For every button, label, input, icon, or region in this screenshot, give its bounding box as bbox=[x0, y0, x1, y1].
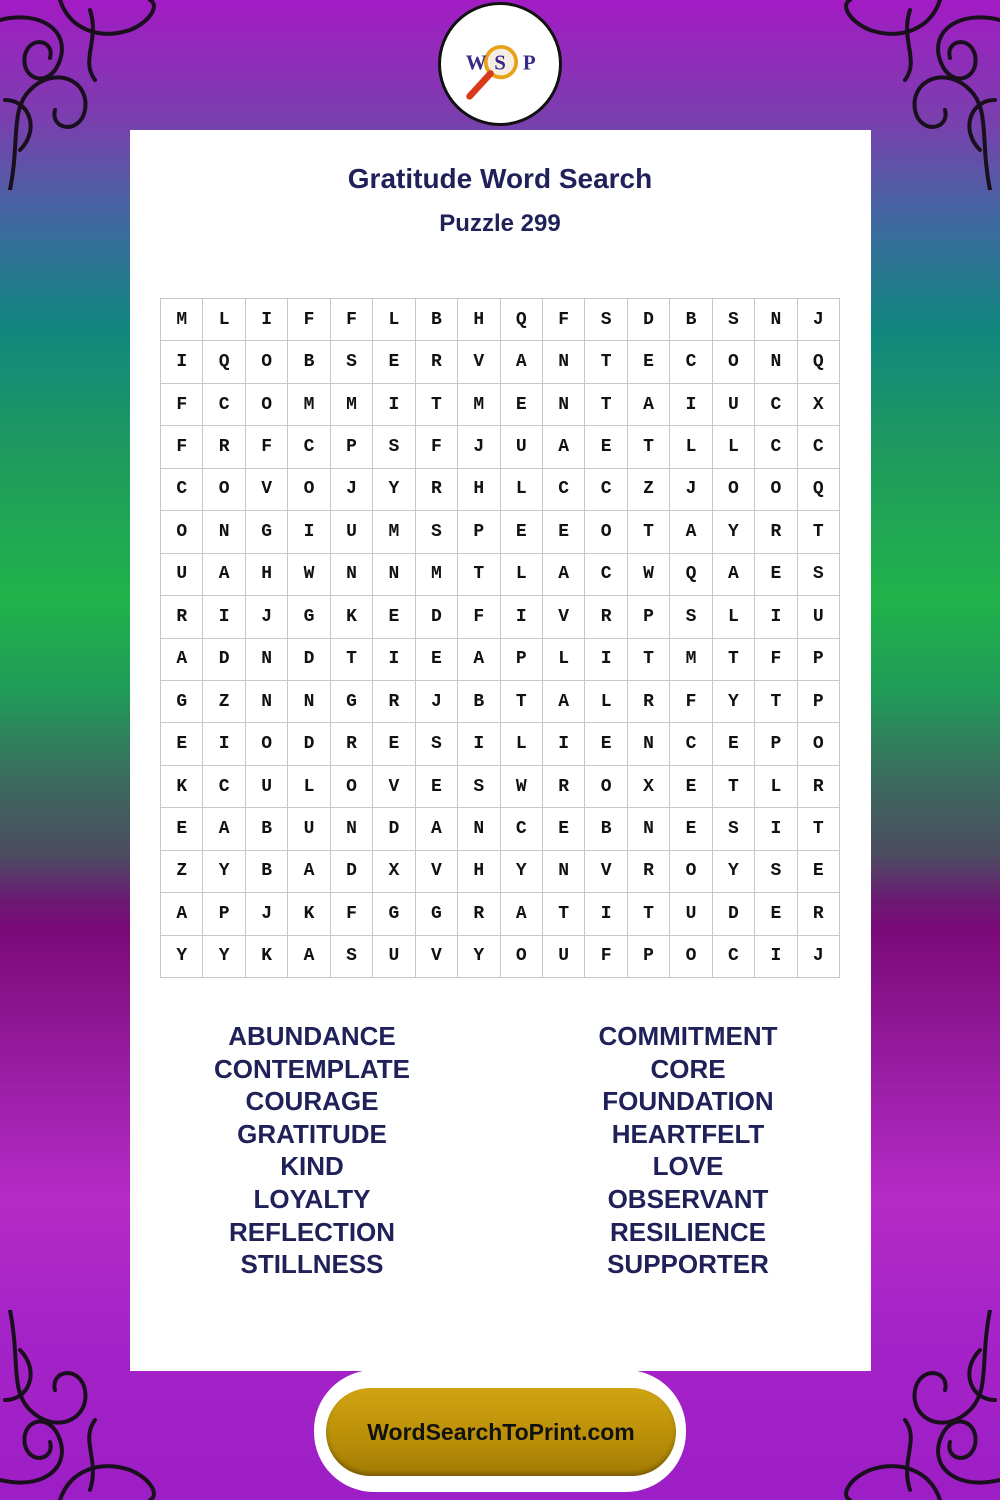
logo-letter-w: W bbox=[465, 50, 487, 75]
grid-cell[interactable]: J bbox=[246, 596, 288, 638]
grid-cell[interactable]: R bbox=[585, 596, 627, 638]
wsp-logo bbox=[438, 2, 562, 126]
grid-cell[interactable]: U bbox=[670, 893, 712, 935]
grid-cell[interactable]: F bbox=[755, 639, 797, 681]
grid-cell[interactable]: Q bbox=[798, 341, 840, 383]
grid-cell[interactable]: P bbox=[628, 596, 670, 638]
grid-cell[interactable]: G bbox=[246, 511, 288, 553]
grid-cell[interactable]: Z bbox=[203, 681, 245, 723]
grid-cell[interactable]: E bbox=[585, 426, 627, 468]
grid-cell[interactable]: L bbox=[288, 766, 330, 808]
grid-cell[interactable]: I bbox=[246, 299, 288, 341]
grid-cell[interactable]: Y bbox=[161, 936, 203, 978]
grid-cell[interactable]: C bbox=[755, 384, 797, 426]
grid-cell[interactable]: U bbox=[543, 936, 585, 978]
grid-cell[interactable]: Y bbox=[458, 936, 500, 978]
word-list-item: GRATITUDE bbox=[237, 1118, 387, 1149]
grid-cell[interactable]: N bbox=[543, 384, 585, 426]
grid-cell[interactable]: O bbox=[331, 766, 373, 808]
grid-cell[interactable]: N bbox=[755, 341, 797, 383]
grid-cell[interactable]: T bbox=[628, 893, 670, 935]
grid-cell[interactable]: M bbox=[161, 299, 203, 341]
grid-cell[interactable]: K bbox=[288, 893, 330, 935]
grid-cell[interactable]: V bbox=[416, 936, 458, 978]
grid-cell[interactable]: R bbox=[416, 469, 458, 511]
grid-cell[interactable]: C bbox=[161, 469, 203, 511]
grid-cell[interactable]: F bbox=[331, 893, 373, 935]
grid-cell[interactable]: T bbox=[543, 893, 585, 935]
grid-cell[interactable]: T bbox=[331, 639, 373, 681]
grid-cell[interactable]: V bbox=[543, 596, 585, 638]
grid-cell[interactable]: T bbox=[713, 639, 755, 681]
grid-cell[interactable]: C bbox=[203, 766, 245, 808]
grid-cell[interactable]: E bbox=[416, 766, 458, 808]
grid-cell[interactable]: I bbox=[458, 723, 500, 765]
grid-cell[interactable]: S bbox=[331, 936, 373, 978]
grid-cell[interactable]: R bbox=[416, 341, 458, 383]
grid-cell[interactable]: W bbox=[628, 554, 670, 596]
grid-cell[interactable]: J bbox=[670, 469, 712, 511]
grid-cell[interactable]: G bbox=[331, 681, 373, 723]
grid-cell[interactable]: L bbox=[501, 723, 543, 765]
grid-cell[interactable]: L bbox=[713, 426, 755, 468]
grid-cell[interactable]: L bbox=[543, 639, 585, 681]
grid-cell[interactable]: O bbox=[585, 766, 627, 808]
grid-cell[interactable]: H bbox=[458, 299, 500, 341]
grid-cell[interactable]: I bbox=[585, 639, 627, 681]
grid-cell[interactable]: E bbox=[670, 808, 712, 850]
grid-cell[interactable]: F bbox=[458, 596, 500, 638]
word-list-item: SUPPORTER bbox=[607, 1249, 769, 1280]
grid-cell[interactable]: R bbox=[543, 766, 585, 808]
grid-cell[interactable]: R bbox=[628, 851, 670, 893]
grid-cell[interactable]: E bbox=[798, 851, 840, 893]
grid-cell[interactable]: C bbox=[585, 554, 627, 596]
word-list-item: KIND bbox=[280, 1151, 344, 1182]
grid-cell[interactable]: A bbox=[203, 554, 245, 596]
grid-cell[interactable]: V bbox=[458, 341, 500, 383]
word-list-item: COMMITMENT bbox=[598, 1021, 778, 1051]
grid-cell[interactable]: T bbox=[416, 384, 458, 426]
grid-cell[interactable]: E bbox=[161, 723, 203, 765]
grid-cell[interactable]: P bbox=[755, 723, 797, 765]
grid-cell[interactable]: Y bbox=[713, 511, 755, 553]
grid-cell[interactable]: N bbox=[458, 808, 500, 850]
logo-letter-s: S bbox=[494, 50, 506, 75]
grid-cell[interactable]: P bbox=[458, 511, 500, 553]
grid-cell[interactable]: X bbox=[798, 384, 840, 426]
grid-cell[interactable]: E bbox=[628, 341, 670, 383]
grid-cell[interactable]: O bbox=[670, 851, 712, 893]
grid-cell[interactable]: S bbox=[670, 596, 712, 638]
grid-cell[interactable]: S bbox=[416, 723, 458, 765]
grid-cell[interactable]: U bbox=[246, 766, 288, 808]
grid-cell[interactable]: S bbox=[798, 554, 840, 596]
grid-cell[interactable]: D bbox=[373, 808, 415, 850]
word-list-item: FOUNDATION bbox=[602, 1086, 774, 1117]
grid-cell[interactable]: T bbox=[755, 681, 797, 723]
grid-cell[interactable]: I bbox=[288, 511, 330, 553]
grid-cell[interactable]: I bbox=[755, 808, 797, 850]
grid-cell[interactable]: T bbox=[798, 511, 840, 553]
grid-cell[interactable]: A bbox=[161, 639, 203, 681]
grid-cell[interactable]: O bbox=[670, 936, 712, 978]
grid-cell[interactable]: D bbox=[416, 596, 458, 638]
grid-cell[interactable]: L bbox=[585, 681, 627, 723]
grid-cell[interactable]: I bbox=[373, 639, 415, 681]
grid-cell[interactable]: H bbox=[246, 554, 288, 596]
grid-cell[interactable]: D bbox=[713, 893, 755, 935]
grid-cell[interactable]: P bbox=[501, 639, 543, 681]
grid-cell[interactable]: I bbox=[755, 596, 797, 638]
grid-cell[interactable]: V bbox=[373, 766, 415, 808]
word-list-item: OBSERVANT bbox=[607, 1183, 769, 1214]
grid-cell[interactable]: N bbox=[288, 681, 330, 723]
grid-cell[interactable]: L bbox=[373, 299, 415, 341]
grid-cell[interactable]: G bbox=[416, 893, 458, 935]
grid-cell[interactable]: D bbox=[628, 299, 670, 341]
grid-cell[interactable]: I bbox=[585, 893, 627, 935]
grid-cell[interactable]: D bbox=[288, 723, 330, 765]
grid-cell[interactable]: S bbox=[755, 851, 797, 893]
grid-cell[interactable]: I bbox=[161, 341, 203, 383]
grid-cell[interactable]: H bbox=[458, 851, 500, 893]
grid-cell[interactable]: E bbox=[755, 554, 797, 596]
grid-cell[interactable]: E bbox=[543, 511, 585, 553]
word-list-item: CONTEMPLATE bbox=[214, 1053, 410, 1084]
grid-cell[interactable]: O bbox=[203, 469, 245, 511]
grid-cell[interactable]: F bbox=[670, 681, 712, 723]
grid-cell[interactable]: Y bbox=[203, 936, 245, 978]
grid-cell[interactable]: D bbox=[331, 851, 373, 893]
grid-cell[interactable]: R bbox=[458, 893, 500, 935]
grid-cell[interactable]: C bbox=[798, 426, 840, 468]
grid-cell[interactable]: A bbox=[501, 341, 543, 383]
grid-cell[interactable]: J bbox=[798, 299, 840, 341]
grid-cell[interactable]: I bbox=[203, 723, 245, 765]
grid-cell[interactable]: O bbox=[755, 469, 797, 511]
grid-cell[interactable]: N bbox=[246, 681, 288, 723]
grid-cell[interactable]: N bbox=[331, 808, 373, 850]
grid-cell[interactable]: W bbox=[501, 766, 543, 808]
grid-cell[interactable]: J bbox=[331, 469, 373, 511]
grid-cell[interactable]: F bbox=[161, 384, 203, 426]
grid-cell[interactable]: Y bbox=[501, 851, 543, 893]
grid-cell[interactable]: O bbox=[501, 936, 543, 978]
grid-cell[interactable]: E bbox=[373, 596, 415, 638]
grid-cell[interactable]: O bbox=[798, 723, 840, 765]
grid-cell[interactable]: T bbox=[458, 554, 500, 596]
grid-cell[interactable]: N bbox=[543, 851, 585, 893]
grid-cell[interactable]: U bbox=[161, 554, 203, 596]
grid-cell[interactable]: A bbox=[416, 808, 458, 850]
word-list-item: CORE bbox=[650, 1053, 726, 1084]
grid-cell[interactable]: J bbox=[458, 426, 500, 468]
grid-cell[interactable]: E bbox=[585, 723, 627, 765]
website-link-button[interactable]: WordSearchToPrint.com bbox=[326, 1388, 676, 1476]
grid-cell[interactable]: L bbox=[501, 469, 543, 511]
grid-cell[interactable]: G bbox=[161, 681, 203, 723]
grid-cell[interactable]: S bbox=[416, 511, 458, 553]
grid-cell[interactable]: M bbox=[373, 511, 415, 553]
grid-cell[interactable]: Q bbox=[798, 469, 840, 511]
grid-cell[interactable]: F bbox=[246, 426, 288, 468]
grid-cell[interactable]: N bbox=[246, 639, 288, 681]
grid-cell[interactable]: A bbox=[713, 554, 755, 596]
grid-cell[interactable]: T bbox=[798, 808, 840, 850]
grid-cell[interactable]: A bbox=[501, 893, 543, 935]
grid-cell[interactable]: L bbox=[501, 554, 543, 596]
grid-cell[interactable]: J bbox=[798, 936, 840, 978]
grid-cell[interactable]: K bbox=[161, 766, 203, 808]
grid-cell[interactable]: Z bbox=[628, 469, 670, 511]
grid-cell[interactable]: P bbox=[798, 639, 840, 681]
grid-cell[interactable]: F bbox=[161, 426, 203, 468]
grid-cell[interactable]: Y bbox=[373, 469, 415, 511]
grid-cell[interactable]: P bbox=[203, 893, 245, 935]
grid-cell[interactable]: O bbox=[246, 384, 288, 426]
grid-cell[interactable]: O bbox=[713, 469, 755, 511]
grid-cell[interactable]: F bbox=[543, 299, 585, 341]
grid-cell[interactable]: M bbox=[416, 554, 458, 596]
grid-cell[interactable]: S bbox=[713, 299, 755, 341]
grid-cell[interactable]: S bbox=[373, 426, 415, 468]
grid-cell[interactable]: R bbox=[331, 723, 373, 765]
puzzle-number: Puzzle 299 bbox=[439, 210, 561, 237]
grid-cell[interactable]: U bbox=[373, 936, 415, 978]
grid-cell[interactable]: J bbox=[416, 681, 458, 723]
grid-cell[interactable]: D bbox=[203, 639, 245, 681]
grid-cell[interactable]: T bbox=[713, 766, 755, 808]
word-list-item: STILLNESS bbox=[240, 1249, 384, 1280]
grid-cell[interactable]: T bbox=[585, 341, 627, 383]
grid-cell[interactable]: S bbox=[713, 808, 755, 850]
grid-cell[interactable]: A bbox=[628, 384, 670, 426]
grid-cell[interactable]: B bbox=[670, 299, 712, 341]
grid-cell[interactable]: V bbox=[585, 851, 627, 893]
grid-cell[interactable]: R bbox=[373, 681, 415, 723]
grid-cell[interactable]: K bbox=[246, 936, 288, 978]
grid-cell[interactable]: R bbox=[798, 893, 840, 935]
page-title: Gratitude Word Search bbox=[347, 163, 653, 194]
grid-cell[interactable]: U bbox=[798, 596, 840, 638]
grid-cell[interactable]: N bbox=[203, 511, 245, 553]
word-list-item: REFLECTION bbox=[228, 1216, 396, 1247]
grid-cell[interactable]: Y bbox=[713, 851, 755, 893]
grid-cell[interactable]: B bbox=[458, 681, 500, 723]
magnifier-handle-icon bbox=[470, 74, 491, 97]
grid-cell[interactable]: D bbox=[288, 639, 330, 681]
grid-cell[interactable]: M bbox=[670, 639, 712, 681]
grid-cell[interactable]: P bbox=[628, 936, 670, 978]
grid-cell[interactable]: V bbox=[246, 469, 288, 511]
grid-cell[interactable]: S bbox=[585, 299, 627, 341]
grid-cell[interactable]: M bbox=[458, 384, 500, 426]
grid-cell[interactable]: Q bbox=[501, 299, 543, 341]
grid-cell[interactable]: A bbox=[288, 851, 330, 893]
grid-cell[interactable]: E bbox=[416, 639, 458, 681]
grid-cell[interactable]: J bbox=[246, 893, 288, 935]
grid-cell[interactable]: E bbox=[670, 766, 712, 808]
grid-cell[interactable]: E bbox=[543, 808, 585, 850]
grid-cell[interactable]: A bbox=[543, 554, 585, 596]
grid-cell[interactable]: U bbox=[501, 426, 543, 468]
grid-cell[interactable]: N bbox=[755, 299, 797, 341]
grid-cell[interactable]: O bbox=[246, 341, 288, 383]
grid-cell[interactable]: N bbox=[331, 554, 373, 596]
grid-cell[interactable]: F bbox=[288, 299, 330, 341]
grid-cell[interactable]: I bbox=[755, 936, 797, 978]
grid-cell[interactable]: B bbox=[246, 851, 288, 893]
grid-cell[interactable]: S bbox=[331, 341, 373, 383]
grid-cell[interactable]: N bbox=[373, 554, 415, 596]
grid-cell[interactable]: I bbox=[373, 384, 415, 426]
grid-cell[interactable]: W bbox=[288, 554, 330, 596]
grid-cell[interactable]: E bbox=[713, 723, 755, 765]
grid-cell[interactable]: I bbox=[203, 596, 245, 638]
grid-cell[interactable]: A bbox=[543, 426, 585, 468]
grid-cell[interactable]: E bbox=[373, 723, 415, 765]
grid-cell[interactable]: U bbox=[288, 808, 330, 850]
word-list-item: COURAGE bbox=[245, 1086, 379, 1117]
grid-cell[interactable]: C bbox=[288, 426, 330, 468]
grid-cell[interactable]: A bbox=[161, 893, 203, 935]
grid-cell[interactable]: U bbox=[713, 384, 755, 426]
grid-cell[interactable]: C bbox=[755, 426, 797, 468]
grid-cell[interactable]: T bbox=[628, 639, 670, 681]
grid-cell[interactable]: R bbox=[755, 511, 797, 553]
grid-cell[interactable]: C bbox=[670, 341, 712, 383]
word-list-right bbox=[538, 1020, 838, 1281]
grid-cell[interactable]: E bbox=[161, 808, 203, 850]
grid-cell[interactable]: M bbox=[331, 384, 373, 426]
grid-cell[interactable]: O bbox=[161, 511, 203, 553]
grid-cell[interactable]: L bbox=[670, 426, 712, 468]
grid-cell[interactable]: R bbox=[161, 596, 203, 638]
grid-cell[interactable]: E bbox=[755, 893, 797, 935]
grid-cell[interactable]: F bbox=[585, 936, 627, 978]
grid-cell[interactable]: U bbox=[331, 511, 373, 553]
grid-cell[interactable]: N bbox=[543, 341, 585, 383]
grid-cell[interactable]: R bbox=[628, 681, 670, 723]
grid-cell[interactable]: P bbox=[798, 681, 840, 723]
grid-cell[interactable]: S bbox=[458, 766, 500, 808]
grid-cell[interactable]: O bbox=[713, 341, 755, 383]
grid-cell[interactable]: A bbox=[203, 808, 245, 850]
grid-cell[interactable]: Y bbox=[203, 851, 245, 893]
letter-grid bbox=[160, 298, 840, 978]
grid-cell[interactable]: L bbox=[755, 766, 797, 808]
grid-cell[interactable]: T bbox=[501, 681, 543, 723]
grid-cell[interactable]: Q bbox=[670, 554, 712, 596]
grid-cell[interactable]: R bbox=[798, 766, 840, 808]
grid-cell[interactable]: E bbox=[373, 341, 415, 383]
grid-cell[interactable]: G bbox=[288, 596, 330, 638]
grid-cell[interactable]: I bbox=[670, 384, 712, 426]
grid-cell[interactable]: B bbox=[585, 808, 627, 850]
grid-cell[interactable]: E bbox=[501, 511, 543, 553]
grid-cell[interactable]: O bbox=[585, 511, 627, 553]
grid-cell[interactable]: B bbox=[246, 808, 288, 850]
grid-cell[interactable]: R bbox=[203, 426, 245, 468]
grid-cell[interactable]: F bbox=[416, 426, 458, 468]
grid-cell[interactable]: A bbox=[543, 681, 585, 723]
grid-cell[interactable]: V bbox=[416, 851, 458, 893]
grid-cell[interactable]: B bbox=[416, 299, 458, 341]
word-list-item: LOYALTY bbox=[253, 1183, 371, 1214]
grid-cell[interactable]: P bbox=[331, 426, 373, 468]
grid-cell[interactable]: N bbox=[628, 808, 670, 850]
grid-cell[interactable]: C bbox=[670, 723, 712, 765]
word-list-item: HEARTFELT bbox=[611, 1118, 765, 1149]
grid-cell[interactable]: T bbox=[628, 511, 670, 553]
grid-cell[interactable]: X bbox=[628, 766, 670, 808]
grid-cell[interactable]: O bbox=[246, 723, 288, 765]
grid-cell[interactable]: F bbox=[331, 299, 373, 341]
grid-cell[interactable]: Z bbox=[161, 851, 203, 893]
grid-cell[interactable]: C bbox=[501, 808, 543, 850]
grid-cell[interactable]: M bbox=[288, 384, 330, 426]
word-list-left bbox=[162, 1020, 462, 1281]
grid-cell[interactable]: K bbox=[331, 596, 373, 638]
grid-cell[interactable]: O bbox=[288, 469, 330, 511]
grid-cell[interactable]: G bbox=[373, 893, 415, 935]
grid-cell[interactable]: T bbox=[585, 384, 627, 426]
grid-cell[interactable]: A bbox=[288, 936, 330, 978]
word-list-item: LOVE bbox=[652, 1151, 724, 1182]
grid-cell[interactable]: I bbox=[501, 596, 543, 638]
grid-cell[interactable]: L bbox=[203, 299, 245, 341]
grid-cell[interactable]: A bbox=[670, 511, 712, 553]
grid-cell[interactable]: Y bbox=[713, 681, 755, 723]
logo-letter-p: P bbox=[522, 50, 536, 75]
grid-cell[interactable]: C bbox=[203, 384, 245, 426]
grid-cell[interactable]: A bbox=[458, 639, 500, 681]
word-list-item: RESILIENCE bbox=[609, 1216, 767, 1247]
grid-cell[interactable]: E bbox=[501, 384, 543, 426]
grid-cell[interactable]: N bbox=[628, 723, 670, 765]
grid-cell[interactable]: T bbox=[628, 426, 670, 468]
grid-cell[interactable]: B bbox=[288, 341, 330, 383]
grid-cell[interactable]: L bbox=[713, 596, 755, 638]
grid-cell[interactable]: X bbox=[373, 851, 415, 893]
grid-cell[interactable]: C bbox=[543, 469, 585, 511]
grid-cell[interactable]: H bbox=[458, 469, 500, 511]
grid-cell[interactable]: Q bbox=[203, 341, 245, 383]
grid-cell[interactable]: C bbox=[713, 936, 755, 978]
grid-cell[interactable]: I bbox=[543, 723, 585, 765]
grid-cell[interactable]: C bbox=[585, 469, 627, 511]
word-list-item: ABUNDANCE bbox=[228, 1021, 396, 1051]
